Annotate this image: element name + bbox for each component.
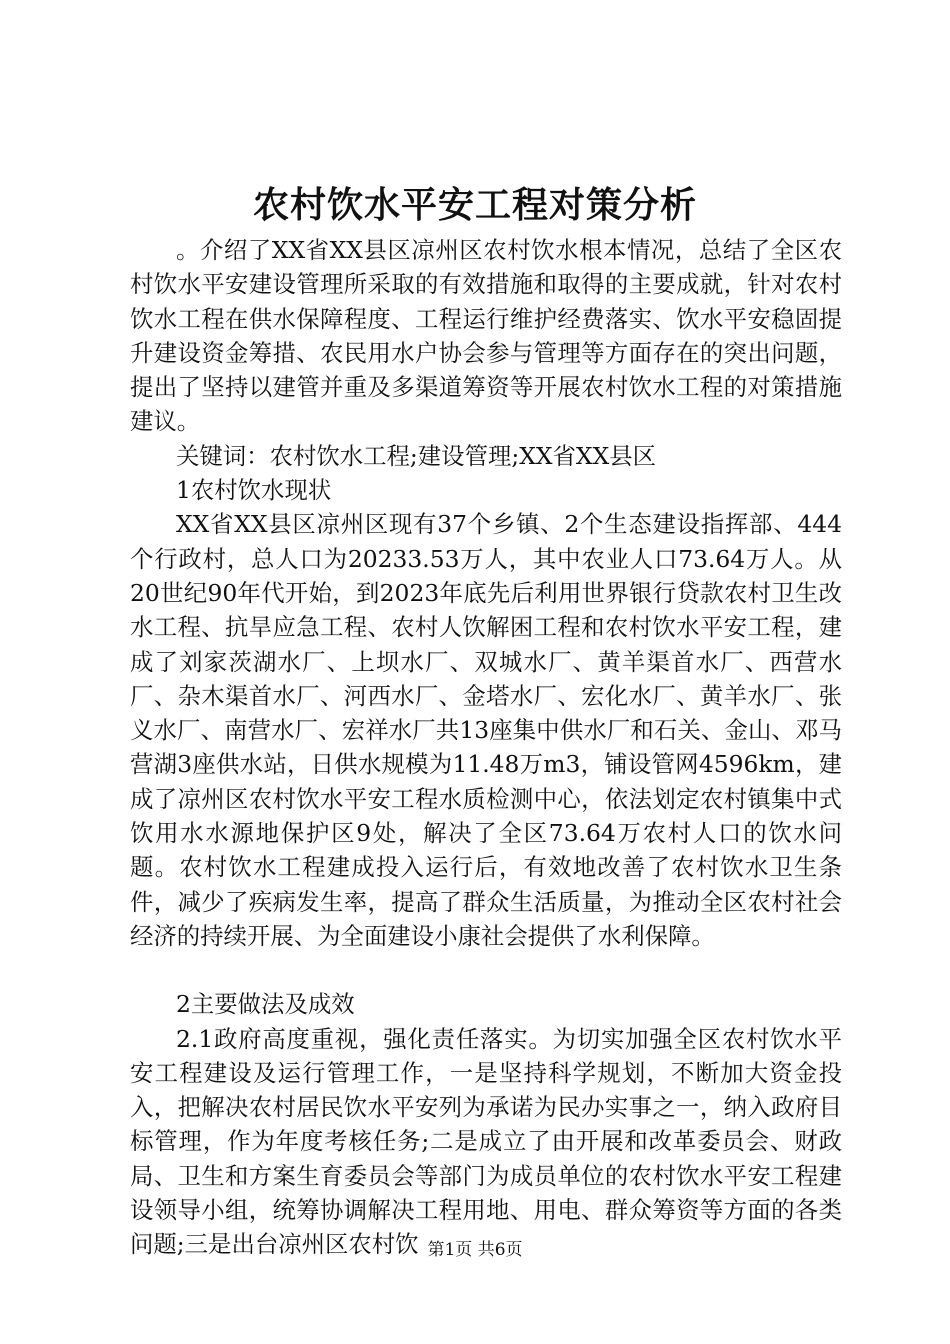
document-title: 农村饮水平安工程对策分析 <box>252 184 697 226</box>
section-1-heading: 1农村饮水现状 <box>176 476 332 505</box>
page-footer: 第1页 共6页 <box>427 1240 523 1260</box>
document-body <box>130 233 842 1262</box>
section-2-heading: 2主要做法及成效 <box>176 990 355 1019</box>
paragraph-gap <box>130 953 842 987</box>
section-2-paragraph-1: 2.1政府高度重视，强化责任落实。为切实加强全区农村饮水平安工程建设及运行管理工作，一是坚持科学规划，不断加大资金投入，把解决农村居民饮水平安列为承诺为民办实事之一，纳入政府目标管理，作为年度考核任务;二是成立了由开展和改革委员会、财政局、卫生和方案生育委员会等部门为成员单位的农村饮水平安工程建设领导小组，统筹协调解决工程用地、用电、群众筹资等方面的各类问题;三是出台凉州区农村饮 <box>130 1024 842 1259</box>
section-1-paragraph-1: XX省XX县区凉州区现有37个乡镇、2个生态建设指挥部、444个行政村，总人口为20233.53万人，其中农业人口73.64万人。从20世纪90年代开始，到2023年底先后利用世界银行贷款农村卫生改水工程、抗旱应急工程、农村人饮解困工程和农村饮水平安工程，建成了刘家茨湖水厂、上坝水厂、双城水厂、黄羊渠首水厂、西营水厂、杂木渠首水厂、河西水厂、金塔水厂、宏化水厂、黄羊水厂、张义水厂、南营水厂、宏祥水厂共13座集中供水厂和石关、金山、邓马营湖3座供水站，日供水规模为11.48万m3，铺设管网4596km，建成了凉州区农村饮水平安工程水质检测中心，依法划定农村镇集中式饮用水水源地保护区9处，解决了全区73.64万农村人口的饮水问题。农村饮水工程建成投入运行后，有效地改善了农村饮水卫生条件，减少了疾病发生率，提高了群众生活质量，为推动全区农村社会经济的持续开展、为全面建设小康社会提供了水利保障。 <box>130 510 842 950</box>
abstract-paragraph: 。介绍了XX省XX县区凉州区农村饮水根本情况，总结了全区农村饮水平安建设管理所采取的有效措施和取得的主要成就，针对农村饮水工程在供水保障程度、工程运行维护经费落实、饮水平安稳固提升建设资金筹措、农民用水户协会参与管理等方面存在的突出问题，提出了坚持以建管并重及多渠道筹资等开展农村饮水工程的对策措施建议。 <box>130 236 842 436</box>
keywords-line: 关键词：农村饮水工程;建设管理;XX省XX县区 <box>176 441 657 470</box>
